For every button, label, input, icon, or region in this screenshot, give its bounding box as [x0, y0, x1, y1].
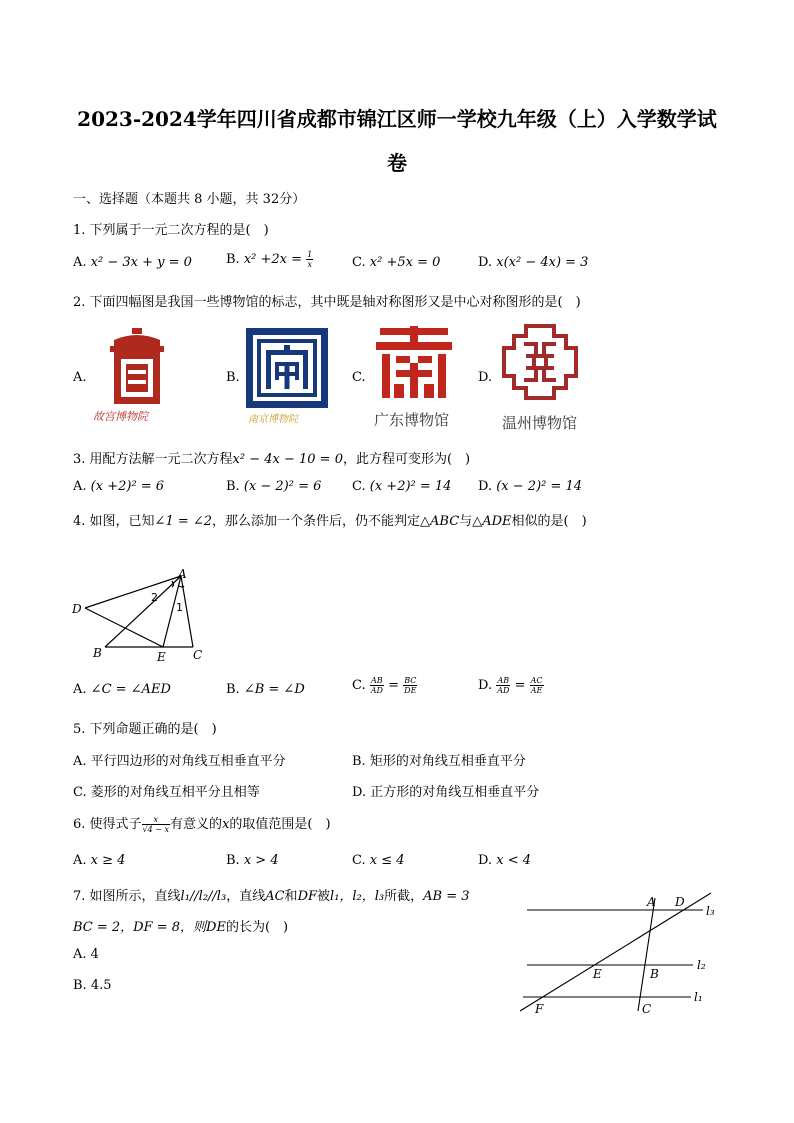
q4-option-c: C. $\frac{AB}{AD}$ = $\frac{BC}{DE}$: [352, 676, 417, 695]
q2-d-caption: 温州博物馆: [502, 414, 578, 432]
q7-stem-line2: BC = 2，DF = 8，则DE的长为( ): [73, 920, 289, 935]
guangdong-museum-logo: [376, 326, 452, 402]
exam-title-line2: 卷: [387, 151, 407, 175]
label-d: D: [72, 602, 82, 616]
q6-option-a: A. x ≥ 4: [73, 853, 126, 868]
wenzhou-museum-logo: [500, 322, 580, 402]
q3-option-a: A. (x +2)² = 6: [73, 479, 165, 494]
label-l2: l₂: [697, 958, 706, 972]
q5-option-c: C. 菱形的对角线互相平分且相等: [73, 785, 260, 800]
q3-option-c: C. (x +2)² = 14: [352, 479, 452, 494]
q4-option-b: B. ∠B = ∠D: [226, 682, 305, 697]
q1-option-c: C. x² +5x = 0: [352, 255, 441, 270]
q2-option-c-label: C.: [352, 370, 366, 385]
q4-stem: 4. 如图，已知∠1 = ∠2，那么添加一个条件后，仍不能判定△ABC与△ADE相似的是( ): [73, 514, 587, 529]
q7-stem-line1: 7. 如图所示，直线l₁//l₂//l₃，直线AC和DF被l₁，l₂，l₃所截，AB = 3: [73, 889, 470, 904]
q5-stem: 5. 下列命题正确的是( ): [73, 722, 217, 737]
q2-option-a-label: A.: [73, 370, 87, 385]
q4-triangle-figure: [68, 566, 218, 666]
q7-option-b: B. 4.5: [73, 978, 112, 993]
label-b: B: [93, 646, 102, 660]
q1-option-b: B. x² +2x = $\frac{1}{x}$: [226, 250, 313, 269]
section-heading: 一、选择题（本题共 8 小题，共 32分）: [73, 192, 306, 207]
label-f: F: [535, 1002, 544, 1016]
q1-option-a: A. x² − 3x + y = 0: [73, 255, 192, 270]
q3-option-b: B. (x − 2)² = 6: [226, 479, 322, 494]
q2-a-caption: 故宫博物院: [93, 410, 148, 423]
label-c: C: [642, 1002, 652, 1016]
q4-option-a: A. ∠C = ∠AED: [73, 682, 171, 697]
q2-stem: 2. 下面四幅图是我国一些博物馆的标志，其中既是轴对称图形又是中心对称图形的是( ): [73, 295, 581, 310]
segment-de: [85, 608, 163, 647]
q6-option-b: B. x > 4: [226, 853, 279, 868]
label-l1: l₁: [694, 990, 703, 1004]
label-b: B: [650, 967, 659, 981]
palace-museum-logo: [108, 328, 166, 404]
angle-label-2: 2: [151, 591, 158, 604]
q2-option-d-label: D.: [478, 370, 493, 385]
q1-option-d: D. x(x² − 4x) = 3: [478, 255, 589, 270]
label-d: D: [675, 895, 685, 909]
label-a: A: [178, 567, 187, 581]
angle-label-1: 1: [176, 601, 183, 614]
exam-title-line1: 2023-2024学年四川省成都市锦江区师一学校九年级（上）入学数学试: [77, 107, 717, 131]
q7-option-a: A. 4: [73, 947, 99, 962]
q3-stem: 3. 用配方法解一元二次方程x² − 4x − 10 = 0，此方程可变形为( ): [73, 452, 471, 467]
q2-option-b-label: B.: [226, 370, 240, 385]
label-c: C: [193, 648, 203, 662]
q5-option-d: D. 正方形的对角线互相垂直平分: [352, 785, 540, 800]
label-e: E: [593, 967, 602, 981]
label-e: E: [157, 650, 166, 664]
label-l3: l₃: [706, 904, 715, 918]
q5-option-a: A. 平行四边形的对角线互相垂直平分: [73, 754, 286, 769]
line-df: [520, 893, 711, 1011]
q1-stem: 1. 下列属于一元二次方程的是( ): [73, 223, 269, 238]
q2-b-caption: 南京博物院: [248, 414, 298, 425]
q6-stem: 6. 使得式子 $\frac{x}{√4 - x}$ 有意义的x的取值范围是( ): [73, 815, 331, 834]
nanjing-museum-logo: [246, 328, 328, 408]
label-a: A: [647, 895, 656, 909]
q6-option-d: D. x < 4: [478, 853, 531, 868]
q2-c-caption: 广东博物馆: [374, 411, 450, 429]
q7-parallel-lines-figure: [515, 885, 725, 1020]
segment-ad: [85, 576, 181, 608]
q5-option-b: B. 矩形的对角线互相垂直平分: [352, 754, 526, 769]
q4-option-d: D. $\frac{AB}{AD}$ = $\frac{AC}{AE}$: [478, 676, 543, 695]
line-ac: [638, 898, 655, 1011]
q3-option-d: D. (x − 2)² = 14: [478, 479, 583, 494]
q6-option-c: C. x ≤ 4: [352, 853, 405, 868]
